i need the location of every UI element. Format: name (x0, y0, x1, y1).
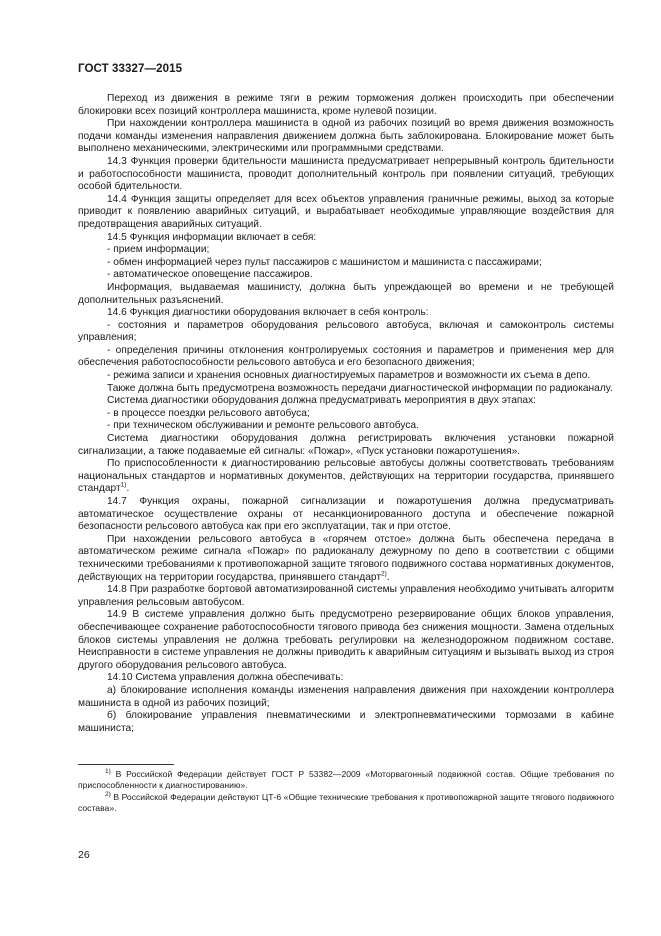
paragraph: - в процессе поездки рельсового автобуса; (107, 407, 310, 419)
document-header: ГОСТ 33327—2015 (78, 63, 183, 75)
footnote-ref: 1) (120, 482, 127, 490)
paragraph: Также должна быть предусмотрена возможность передачи диагностической информации по радиоканалу. (107, 382, 613, 394)
footnote: $^{2)}$ В Российской Федерации действуют ЦТ-6 «Общие технические требования к противопожарной защите тягового подвижного состава». (78, 790, 614, 814)
paragraph: а) блокирование исполнения команды изменения направления движения при нахождении контроллера машиниста в одной из рабочих позиций; (78, 684, 614, 709)
paragraph: 14.4 Функция защиты определяет для всех объектов управления граничные режимы, выход за которые приводит к появлению аварийных ситуаций, и вырабатывает необходимые управляющие воздействия для предотвращения аварийных ситуаций. (78, 193, 614, 230)
paragraph: 14.7 Функция охраны, пожарной сигнализации и пожаротушения должна предусматривать автоматическое осуществление охраны от несанкционированного доступа и обеспечение пожарной безопасности рельсового автобуса как при его эксплуатации, так и при отстое. (78, 496, 614, 533)
paragraph: 14.5 Функция информации включает в себя: (107, 231, 317, 243)
paragraph: - состояния и параметров оборудования рельсового автобуса, включая и самоконтроль системы управления; (78, 319, 614, 344)
paragraph: 14.6 Функция диагностики оборудования включает в себя контроль: (107, 307, 429, 319)
paragraph: - прием информации; (107, 244, 210, 256)
paragraph: 14.3 Функция проверки бдительности машиниста предусматривает непрерывный контроль бдительности и работоспособности машиниста, проводит дополнительный контроль при появлении ситуаций, требующих особой бдительности. (78, 155, 614, 193)
footnotes (78, 764, 614, 815)
footnote-rule (78, 764, 174, 765)
body-text (78, 93, 614, 735)
paragraph: Переход из движения в режиме тяги в режим торможения должен происходить при обеспечении блокировки всех позиций контроллера машиниста, кроме нулевой позиции. (78, 93, 614, 117)
paragraph: При нахождении контроллера машиниста в одной из рабочих позиций во время движения возможность подачи команды изменения направления движением должна быть заблокирована. Блокирование может быть выполнено механическими, электрическими или программными средствами. (78, 118, 614, 155)
footnote-ref: 2) (381, 570, 387, 578)
paragraph: Система диагностики оборудования должна регистрировать включения установки пожарной сигнализации, а также подаваемые ей сигналы: «Пожар», «Пуск установки пожаротушения». (78, 433, 614, 457)
footnote-mark: 2) (105, 790, 111, 798)
footnote: $^{1)}$ В Российской Федерации действует ГОСТ Р 53382—2009 «Моторвагонный подвижной состав. Общие требования по приспособленности к диагностированию». (78, 768, 615, 791)
paragraph: 14.9 В системе управления должно быть предусмотрено резервирование общих блоков управления, обеспечивающее сохранение работоспособности тягового привода без снижения мощности. Замена отдельных блоков системы управления не должна требовать регулировки на железнодорожном подвижном составе. Неисправности в системе управления не должны приводить к аварийным ситуациям и вызывать выход из строя другого оборудования рельсового автобуса. (78, 609, 614, 671)
paragraph: При нахождении рельсового автобуса в «горячем отстое» должна быть обеспечена передача в автоматическом режиме сигнала «Пожар» по радиоканалу дежурному по депо в соответствии с общими техническими требованиями к противопожарной защите тягового подвижного состава нормативных документов, действующих на территории государства, принявшего стандарт$^{2)}$. (78, 533, 614, 583)
paragraph: - режима записи и хранения основных диагностируемых параметров и возможности их съема в депо. (107, 370, 591, 382)
paragraph: По приспособленности к диагностированию рельсовые автобусы должны соответствовать требованиям национальных стандартов и нормативных документов, действующих на территории государства, принявшего стандарт$^{1)}$. (78, 458, 614, 495)
paragraph: - автоматическое оповещение пассажиров. (107, 269, 313, 281)
footnote-mark: 1) (105, 768, 111, 776)
paragraph: 14.10 Система управления должна обеспечивать: (107, 672, 344, 684)
paragraph: - обмен информацией через пульт пассажиров с машинистом и машиниста с пассажирами; (107, 256, 542, 268)
paragraph: Информация, выдаваемая машинисту, должна быть упреждающей во времени и не требующей дополнительных разъяснений. (78, 281, 614, 306)
paragraph: Система диагностики оборудования должна предусматривать мероприятия в двух этапах: (107, 395, 537, 407)
paragraph: - определения причины отклонения контролируемых состояния и параметров и применения мер для обеспечения работоспособности рельсового автобуса и его безопасного движения; (78, 344, 614, 369)
paragraph: 14.8 При разработке бортовой автоматизированной системы управления необходимо учитывать алгоритм управления рельсовым автобусом. (78, 584, 614, 608)
paragraph: б) блокирование управления пневматическими и электропневматическими тормозами в кабине машиниста; (78, 710, 614, 734)
paragraph: - при техническом обслуживании и ремонте рельсового автобуса. (107, 420, 419, 432)
page-number: 26 (78, 849, 90, 861)
